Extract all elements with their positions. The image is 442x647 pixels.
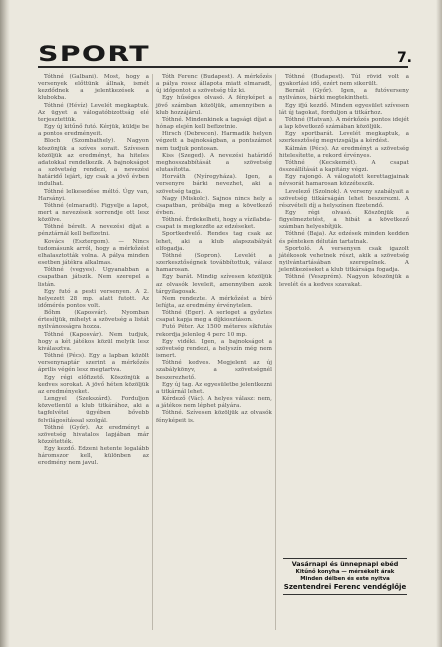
column-paragraph: Tóthné (elmaradt). Figyelje a lapot, mert a nevezések sorrendje ott lesz közölve. [38, 202, 149, 224]
column-paragraph: Kérdező (Vác). A helyes válasz: nem, a játékos nem léphet pályára. [156, 396, 272, 410]
column-paragraph: Tóthné (Hévíz) Levelét megkaptuk. Az ügyet a válogatóbizottság elé terjesztettük. [38, 102, 149, 123]
column-paragraph: Kiss (Szeged). A nevezési határidő meghosszabbítását a szövetség elutasította. [156, 152, 272, 174]
column-paragraph: Tóthné. Szívesen közöljük az olvasók fényképeit is. [156, 410, 272, 424]
advertisement-box [283, 556, 407, 597]
column-paragraph: Tóthné (Baja). Az edzések minden kedden és pénteken délután tartatnak. [279, 231, 409, 245]
text-column-3 [279, 74, 409, 514]
column-paragraph: Egy kezdő. Edzeni hetente legalább háromszor kell, különben az eredmény nem javul. [38, 446, 149, 467]
column-divider [152, 74, 153, 630]
masthead-rule [38, 66, 408, 68]
column-paragraph: Tóthné (Pécs). Egy a lapban közölt versenynaptár szerint a mérkőzés április végén lesz megtartva. [38, 353, 149, 374]
column-paragraph: Tóthné (Kaposvár). Nem tudjuk, hogy a két játékos közül melyik lesz kiválasztva. [38, 331, 149, 352]
ad-line-2: Minden délben és este nyitva [300, 575, 390, 582]
column-paragraph: Bloch (Szombathely). Nagyon köszönjük a szíves sorait. Szívesen közöljük az eredményt, ha hiteles adatokkal rendelkezik. A bajnokságot a szövetség rendezi, a nevezési határidő lejárt, így csak a jövő évben indulhat. [38, 138, 149, 188]
column-paragraph: Bernát (Győr). Igen, a futóverseny nyilvános, bárki megtekintheti. [279, 88, 409, 102]
ad-title: Vasárnapi és ünnepnapi ebéd [291, 560, 399, 568]
column-paragraph: Tóthné. Érdekelheti, hogy a vízilabda-csapat is megkezdte az edzéseket. [156, 217, 272, 231]
column-paragraph: Tóthné. Mindenkinek a tagsági díjat a hónap elején kell befizetnie. [156, 116, 272, 131]
column-paragraph: Tóthné bérelt. A nevezési díjat a pénztárnál kell befizetni. [38, 224, 149, 238]
page-edge-shadow [436, 0, 442, 647]
column-paragraph: Egy vidéki. Igen, a bajnokságot a szövetség rendezi, a helyszín még nem ismert. [156, 338, 272, 360]
masthead-title: SPORT [38, 42, 150, 66]
column-paragraph: Tóthné (Eger). A serleget a győztes csapat kapja meg a díjkiosztáson. [156, 310, 272, 324]
column-paragraph: Egy rajongó. A válogatott kerettagjainak névsorát hamarosan közzéteszik. [279, 174, 409, 188]
page-binding-shadow [0, 0, 10, 647]
column-paragraph: Egy barát. Mindig szívesen közöljük az olvasók leveleit, amennyiben azok tárgyilagosak. [156, 274, 272, 295]
column-paragraph: Sportoló. A versenyen csak igazolt játékosok vehetnek részt, akik a szövetség nyilvántartásában szerepelnek. A jelentkezéseket a klub titkársága fogadja. [279, 245, 409, 274]
text-column-2 [156, 74, 272, 634]
column-paragraph: Egy futó a pesti versenyen. A 2. helyezett 28 mp. alatt futott. Az időmérés pontos volt. [38, 288, 149, 309]
column-paragraph: Kovács (Esztergom). — Nincs tudomásunk arról, hogy a mérkőzést elhalasztották volna. A pálya minden esetben játékra alkalmas. [38, 238, 149, 267]
column-paragraph: Tóthné kedves. Megjelent az új szabálykönyv, a szövetségnél beszerezhető. [156, 360, 272, 381]
column-paragraph: Egy ifjú kezdő. Minden egyesület szívesen lát új tagokat, forduljon a titkárhoz. [279, 102, 409, 116]
column-paragraph: Tóth Ferenc (Budapest). A mérkőzés a pálya rossz állapota miatt elmaradt, új időpontot a szövetség tűz ki. [156, 74, 272, 95]
column-divider [275, 74, 276, 630]
column-paragraph: Tóthné (Budapest). Túl rövid volt a gyakorlási idő, ezért nem sikerült. [279, 74, 409, 88]
column-paragraph: Egy hűséges olvasó. A fényképet a jövő számban közöljük, amennyiben a klub hozzájárul. [156, 95, 272, 116]
column-paragraph: Lengyel (Szekszárd). Forduljon közvetlenül a klub titkárához, aki a tagfelvétel ügyében bővebb felvilágosítással szolgál. [38, 396, 149, 424]
column-paragraph: Nem rendezte. A mérkőzést a bíró lefújta, az eredmény érvénytelen. [156, 295, 272, 309]
column-paragraph: Tóthné (vegyes). Ugyanabban a csapatban játszik. Nem szerepel a listán. [38, 267, 149, 288]
ad-rule-bottom [283, 594, 407, 595]
column-paragraph: Tóthné (Kecskemét). A csapat összeállítását a kapitány végzi. [279, 159, 409, 174]
column-paragraph: Levelező (Szolnok). A verseny szabályait a szövetség titkárságán lehet beszerezni. A részvételi díj a helyszínen fizetendő. [279, 188, 409, 209]
column-paragraph: Nagy (Miskolc). Sajnos nincs hely a csapatban, próbálja meg a következő évben. [156, 195, 272, 216]
column-paragraph: Sportkedvelő. Rendes tag csak az lehet, aki a klub alapszabályát elfogadja. [156, 231, 272, 252]
column-paragraph: Tóthné (Galbani). Most, hogy a versenyek előttünk állnak, ismét kezdődnek a jelentkezések a klubokba. [38, 74, 149, 102]
column-paragraph: Hirsch (Debrecen). Harmadik helyen végzett a bajnokságban, a pontszámot nem tudjuk pontosan. [156, 131, 272, 152]
column-paragraph: Egy régi olvasó. Köszönjük a figyelmeztetést, a hibát a következő számban helyesbítjük. [279, 209, 409, 231]
ad-brand: Szentendrei Ferenc vendéglője [283, 582, 407, 591]
column-paragraph: Egy új kitűnő futó. Kérjük, küldje be a pontos eredményeit. [38, 124, 149, 138]
column-paragraph: Horváth (Nyíregyháza). Igen, a versenyre bárki nevezhet, aki a szövetség tagja. [156, 174, 272, 195]
column-paragraph: Egy új tag. Az egyesületbe jelentkezni a titkárnál lehet. [156, 381, 272, 395]
column-paragraph: Egy régi előfizető. Köszönjük a kedves sorokat. A jövő héten közöljük az eredményeket. [38, 374, 149, 395]
column-paragraph: Tóthné (Sopron). Levelét a szerkesztőségnek továbbítottuk, válasz hamarosan. [156, 252, 272, 274]
column-paragraph: Tóthné (Hatvan). A mérkőzés pontos idejét a lap következő számában közöljük. [279, 116, 409, 131]
section-masthead [38, 42, 150, 66]
ad-line-1: Kitűnő konyha — mérsékelt árak [295, 568, 395, 575]
column-paragraph: Egy sportbarát. Levelét megkaptuk, a szerkesztőség megvizsgálja a kérdést. [279, 131, 409, 145]
ad-rule-top [283, 558, 407, 559]
column-paragraph: Futó Péter. Az 1500 méteres síkfutás rekordja jelenleg 4 perc 10 mp. [156, 324, 272, 338]
column-paragraph: Tóthné lelkesedése méltó. Úgy van, Harsányi. [38, 188, 149, 202]
column-paragraph: Tóthné (Győr). Az eredményt a szövetség hivatalos lapjában már közzétették. [38, 424, 149, 445]
column-paragraph: Tóthné (Veszprém). Nagyon köszönjük a levelét és a kedves szavakat. [279, 274, 409, 288]
page-number: 7. [396, 50, 412, 66]
text-column-1 [38, 74, 149, 634]
column-paragraph: Bőhm (Kaposvár). Nyomban értesítjük, mihelyt a szövetség a listát nyilvánosságra hozza. [38, 310, 149, 331]
column-paragraph: Kálmán (Pécs). Az eredményt a szövetség hitelesítette, a rekord érvényes. [279, 145, 409, 159]
